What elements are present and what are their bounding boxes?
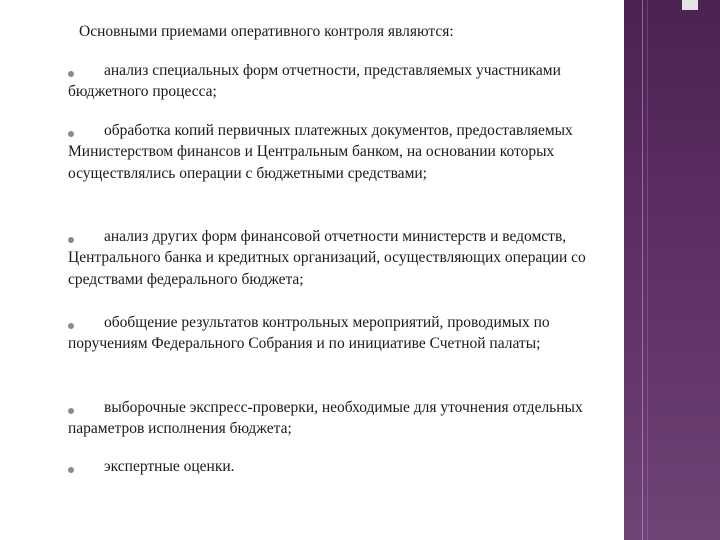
list-item: обобщение результатов контрольных мероприятий, проводимых по поручениям Федерального Собрания и по инициативе Счетной палаты; bbox=[68, 314, 550, 353]
sidebar-line bbox=[642, 0, 643, 540]
list-item: анализ других форм финансовой отчетности министерств и ведомств, Центрального банка и кредитных организаций, осуществляющих операции со средствами федерального бюджета; bbox=[68, 228, 586, 288]
sidebar-accent bbox=[682, 0, 698, 10]
slide-title: Основными приемами оперативного контроля являются: bbox=[79, 23, 454, 40]
decorative-sidebar bbox=[624, 0, 720, 540]
sidebar-line bbox=[647, 0, 648, 540]
list-item: обработка копий первичных платежных документов, предоставляемых Министерством финансов и Центральным банком, на основании которых осуществлялись операции с бюджетными средствами; bbox=[68, 122, 573, 182]
list-item: анализ специальных форм отчетности, представляемых участниками бюджетного процесса; bbox=[68, 62, 561, 101]
list-item: экспертные оценки. bbox=[104, 458, 235, 475]
list-item: выборочные экспресс-проверки, необходимые для уточнения отдельных параметров исполнения бюджета; bbox=[68, 399, 583, 438]
